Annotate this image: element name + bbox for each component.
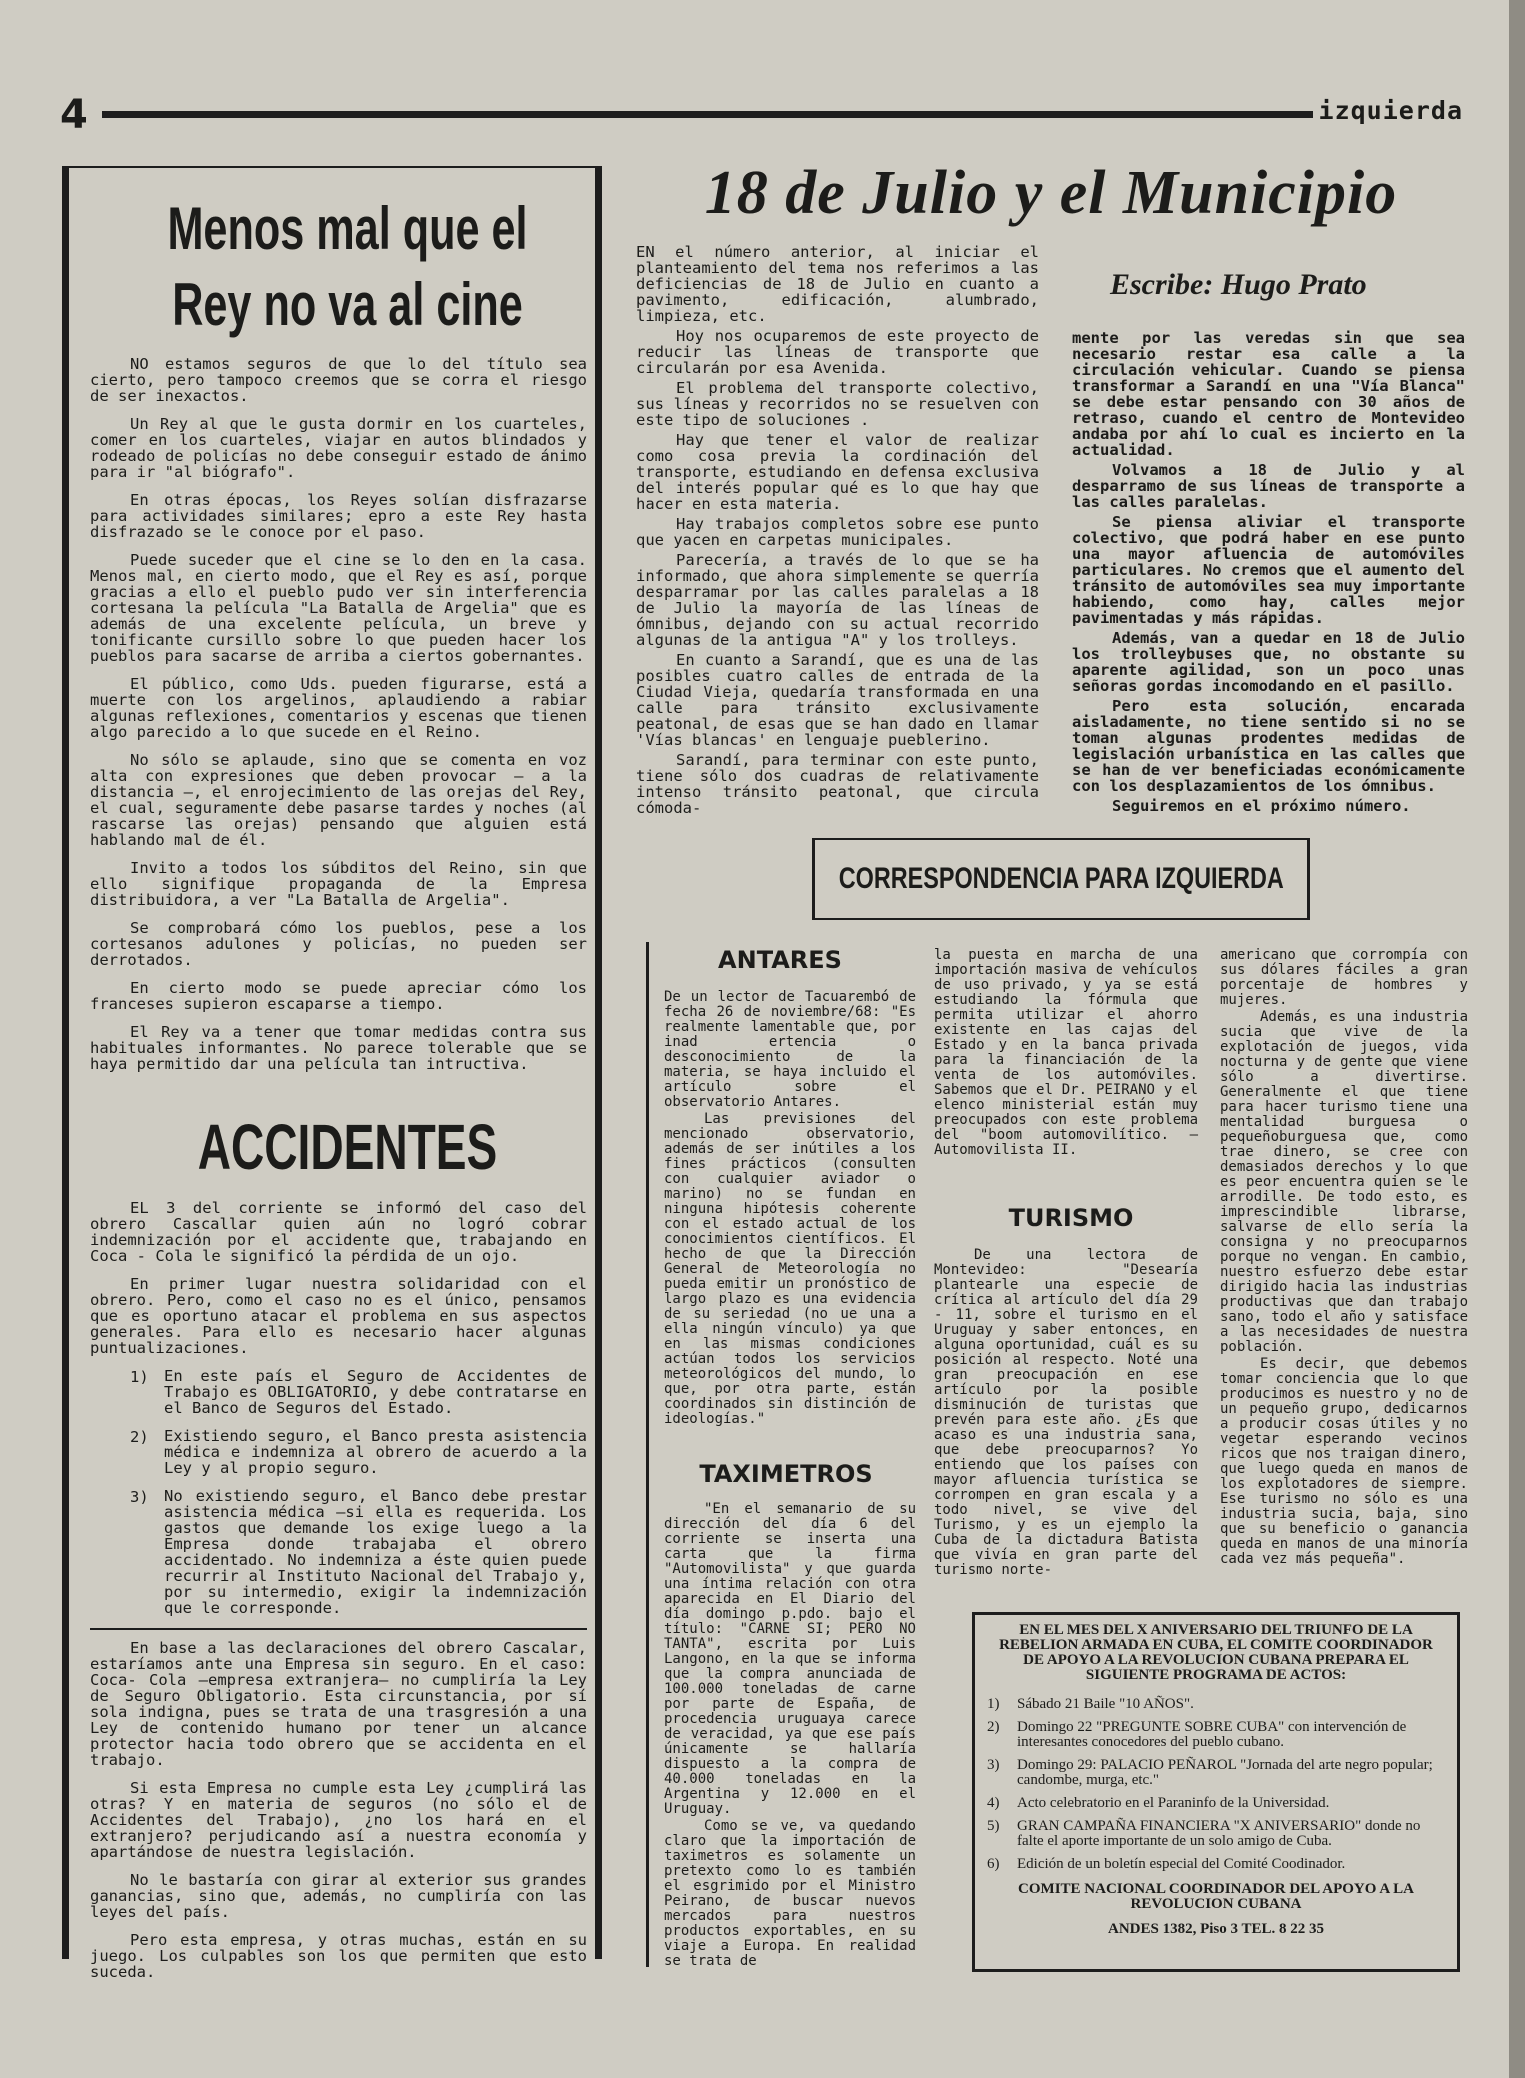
section-title-taximetros: TAXIMETROS (699, 1460, 873, 1488)
taximetros-body (664, 1502, 916, 1969)
cuba-heading: EN EL MES DEL X ANIVERSARIO DEL TRIUNFO DE LA REBELION ARMADA EN CUBA, EL COMITE COORDINADOR DE APOYO A LA REVOLUCION CUBANA PREPARA EL SIGUIENTE PROGRAMA DE ACTOS: (999, 1622, 1433, 1683)
article-title-rey (162, 195, 533, 338)
paragraph: Es decir, que debemos tomar conciencia que lo que producimos es nuestro y no de un pequeño grupo, dedicarnos a producir cosas útiles y no vegetar esperando vecinos ricos que nos traigan dinero, que luego queda en manos de los explotadores de siempre. Ese turismo no sólo es una industria sucia, baja, sino que su beneficio o ganancia queda en manos de una minoría cada vez más pequeña". (1220, 1356, 1468, 1567)
cuba-address: ANDES 1382, Piso 3 TEL. 8 22 35 (1107, 1921, 1324, 1937)
paragraph: En base a las declaraciones del obrero Cascalar, estaríamos ante una Empresa sin seguro. En el caso: Coca- Cola —empresa extranjera— no cumpliría la Ley de Seguro Obligatorio. Esta circunstancia, por sí sola indigna, pues se trata de una trasgresión a una Ley de contenido humano por tener un alcance protector hacia todo obrero que se accidenta en el trabajo. (90, 1639, 587, 1769)
paragraph: El Rey va a tener que tomar medidas contra sus habituales informantes. No parece tolerable que se haya permitido dar una película tan intructiva. (90, 1023, 587, 1073)
main-article-col-2 (1072, 330, 1465, 818)
main-article-col-1 (636, 244, 1039, 820)
antares-body (664, 990, 916, 1439)
paragraph: Como se ve, va quedando claro que la importación de taximetros es solamente un pretexto como lo es también el esgrimido por el Ministro Peirano, de buscar nuevos mercados para nuestros productos exportables, en su viaje a Europa. En realidad se trata de (664, 1818, 916, 1969)
list-item: 5) GRAN CAMPAÑA FINANCIERA "X ANIVERSARIO" donde no falte el aporte importante de un solo amigo de Cuba. (987, 1818, 1421, 1849)
list-item: 1) Sábado 21 Baile "10 AÑOS". (987, 1696, 1194, 1712)
column-rule (646, 942, 649, 1967)
paragraph: Además, van a quedar en 18 de Julio los trolleybuses que, no obstante su aparente agilidad, son un poco unas señoras gordas incomodando en el pasillo. (1072, 629, 1465, 695)
paragraph: En cuanto a Sarandí, que es una de las posibles cuatro calles de entrada de la Ciudad Vieja, quedaría transformada en una calle para tránsito exclusivamente peatonal, de esas que se han dado en llamar 'Vías blancas' en lenguaje pueblerino. (636, 651, 1039, 749)
paragraph: EL 3 del corriente se informó del caso del obrero Cascallar quien aún no logró cobrar indemnización por el accidente que, trabajando en Coca - Cola le significó la pérdida de un ojo. (90, 1199, 587, 1265)
cuba-program-box (972, 1612, 1460, 1972)
list-item: 2) Domingo 22 "PREGUNTE SOBRE CUBA" con intervención de interesantes conocedores del pueblo cubano. (987, 1719, 1407, 1750)
middle-col-body (934, 948, 1198, 1170)
paragraph: americano que corrompía con sus dólares fáciles a gran porcentaje de hombres y mujeres. (1220, 947, 1468, 1008)
correspondence-banner-text: CORRESPONDENCIA PARA IZQUIERDA (838, 862, 1284, 895)
paragraph: Hay trabajos completos sobre ese punto que yacen en carpetas municipales. (636, 515, 1039, 549)
list-item: 6) Edición de un boletín especial del Comité Coodinador. (987, 1856, 1346, 1872)
paragraph: Invito a todos los súbditos del Reino, sin que ello signifique propaganda de la Empresa distribuidora, a ver "La Batalla de Argelia". (90, 859, 587, 909)
title-line-2: Rey no va al cine (172, 271, 523, 338)
paragraph: Un Rey al que le gusta dormir en los cuarteles, comer en los cuarteles, viajar en autos blindados y rodeado de policías no debe conseguir estado de ánimo para ir "al biógrafo". (90, 415, 587, 481)
points-list (90, 1368, 587, 1616)
paragraph: la puesta en marcha de una importación masiva de vehículos de uso privado, y ya se está estudiando la fórmula que permita utilizar el ahorro existente en las cajas del Estado y en la banca privada para la financiación de la venta de los automóviles. Sabemos que el Dr. PEIRANO y el elenco ministerial están muy preocupados con este problema del "boom automovilítico. — Automovilista II. (934, 947, 1198, 1158)
paragraph: Puede suceder que el cine se lo den en la casa. Menos mal, en cierto modo, que el Rey es así, porque gracias a ello el pueblo pudo ver sin interferencia cortesana la película "La Batalla de Argelia" que es además de una excelente película, un breve y tonificante cursillo sobre lo que pueden hacer los pueblos para sacarse de arriba a ciertos gobernantes. (90, 551, 587, 665)
header-rule (102, 111, 1313, 118)
paragraph: Además, es una industria sucia que vive de la explotación de juegos, vida nocturna y de gente que viene sólo a divertirse. Generalmente el que tiene para hacer turismo tiene una mentalidad burguesa o pequeñoburguesa que, como trae dinero, se cree con demasiados derechos y lo que es peor encuentra quien se le arrodille. De todo esto, es imprescindible librarse, salvarse de ello sería la consigna y no preocuparnos porque no vengan. En cambio, nuestro esfuerzo debe estar dirigido hacia las industrias productivas que dan trabajo sano, todo el año y satisface a las necesidades de nuestra población. (1220, 1009, 1468, 1355)
list-item: 4) Acto celebratorio en el Paraninfo de la Universidad. (987, 1795, 1330, 1811)
article-title-accidentes: ACCIDENTES (197, 1111, 498, 1183)
paragraph: En otras épocas, los Reyes solían disfrazarse para actividades similares; epro a este Rey hasta disfrazado se le conoce por el paso. (90, 491, 587, 541)
divider (90, 1628, 587, 1630)
main-article-title: 18 de Julio y el Municipio (704, 159, 1398, 227)
paragraph: Las previsiones del mencionado observatorio, además de ser inútiles a los fines prácticos (consulten con cualquier aviador o marino) no se fundan en ninguna hipótesis coherente con el estado actual de los conocimientos científicos. El hecho de que la Dirección General de Meteorología no pueda emitir un pronóstico de largo plazo es una evidencia de su seriedad (no ue una a ella ningún vínculo) ya que en las mismas condiciones actúan todos los servicios meteorológicos del mundo, lo que, por otra parte, están coordinados sin distinción de ideologías." (664, 1111, 916, 1427)
paragraph: En primer lugar nuestra solidaridad con el obrero. Pero, como el caso no es el único, pensamos que es oportuno atacar el problema en sus aspectos generales. Para ello es necesario hacer algunas puntualizaciones. (90, 1275, 587, 1357)
byline: Escribe: Hugo Prato (1110, 268, 1367, 301)
publication-name: izquierda (1318, 96, 1463, 125)
paragraph: Pero esta empresa, y otras muchas, están en su juego. Los culpables son los que permiten que esto suceda. (90, 1931, 587, 1981)
paragraph: No le bastaría con girar al exterior sus grandes ganancias, sino que, además, no cumpliría con las leyes del país. (90, 1871, 587, 1921)
right-col-body (1220, 948, 1468, 1579)
list-item: 2) Existiendo seguro, el Banco presta asistencia médica e indemniza al obrero de acuerdo a la Ley y al propio seguro. (130, 1427, 587, 1477)
list-item: 3) No existiendo seguro, el Banco debe prestar asistencia médica —si ella es requerida. Los gastos que demande los exige luego a la Empresa donde trabajaba el obrero accidentado. No indemniza a éste quien puede recurrir al Instituto Nacional del Trabajo y, por su intermedio, exigir la indemnización que le corresponde. (130, 1487, 587, 1617)
paragraph: "En el semanario de su dirección del día 6 del corriente se inserta una carta que la firma "Automovilista" y que guarda una íntima relación con otra aparecida en El Diario del día domingo p.pdo. bajo el título: "CARNE SI; PERO NO TANTA", escrita por Luis Langono, en la que se informa que la compra anunciada de 100.000 toneladas de carne por parte de España, de procedencia uruguaya carece de veracidad, ya que ese país únicamente se hallaría dispuesto a la compra de 40.000 toneladas en la Argentina y 12.000 en el Uruguay. (664, 1501, 916, 1817)
page-number: 4 (60, 92, 88, 138)
paragraph: Se comprobará cómo los pueblos, pese a los cortesanos adulones y policías, no pueden ser derrotados. (90, 919, 587, 969)
accidentes-article-body (90, 1200, 587, 1992)
paragraph: Seguiremos en el próximo número. (1112, 797, 1411, 815)
program-list (987, 1697, 1445, 1872)
turismo-body (934, 1248, 1198, 1590)
paragraph: No sólo se aplaude, sino que se comenta en voz alta con expresiones que deben provocar — a la distancia —, el enrojecimiento de las orejas del Rey, el cual, seguramente debe pasarse tardes y noches (al rascarse las orejas) pensando que alguien está hablando mal de él. (90, 751, 587, 849)
paragraph: mente por las veredas sin que sea necesario restar esa calle a la circulación vehicular. Cuando se piensa transformar a Sarandí en una "Vía Blanca" se debe estar pensando con 30 años de retraso, cuando el centro de Montevideo andaba por ahí lo cual es incierto en la actualidad. (1072, 329, 1465, 459)
page-edge (1509, 0, 1525, 2078)
paragraph: EN el número anterior, al iniciar el planteamiento del tema nos referimos a las deficiencias de 18 de Julio en cuanto a pavimento, edificación, alumbrado, limpieza, etc. (636, 243, 1039, 325)
paragraph: Hoy nos ocuparemos de este proyecto de reducir las líneas de transporte que circularán por esa Avenida. (636, 327, 1039, 377)
paragraph: Si esta Empresa no cumple esta Ley ¿cumplirá las otras? Y en materia de seguros (no sólo el de Accidentes del Trabajo), ¿no los hará en el extranjero? perjudicando así a nuestra economía y apartándose de nuestra legislación. (90, 1779, 587, 1861)
paragraph: De una lectora de Montevideo: "Desearía plantearle una especie de crítica al artículo del día 29 - 11, sobre el turismo en el Uruguay y saber entonces, en alguna oportunidad, cuál es su posición al respecto. Noté una gran preocupación en ese artículo por la posible disminución de turistas que prevén para este año. ¿Es que acaso es una industria sana, que debe preocuparnos? Yo entiendo que los países con mayor afluencia turística se corrompen en gran escala y a todo nivel, se vive del Turismo, y es un ejemplo la Cuba de la dictadura Batista que vivía en gran parte del turismo norte- (934, 1247, 1198, 1578)
paragraph: En cierto modo se puede apreciar cómo los franceses supieron escaparse a tiempo. (90, 979, 587, 1013)
paragraph: Pero esta solución, encarada aisladamente, no tiene sentido si no se toman algunas prodentes medidas de legislación urbanística en las calles que se han de ver beneficiadas económicamente con los desplazamientos de los ómnibus. (1072, 697, 1465, 795)
list-item: 3) Domingo 29: PALACIO PEÑAROL "Jornada del arte negro popular; candombe, murga, etc." (987, 1757, 1433, 1788)
paragraph: Volvamos a 18 de Julio y al desparramo de sus líneas de transporte a las calles paralelas. (1072, 461, 1465, 511)
paragraph: El problema del transporte colectivo, sus líneas y recorridos no se resuelven con este tipo de soluciones . (636, 379, 1039, 429)
list-item: 1) En este país el Seguro de Accidentes de Trabajo es OBLIGATORIO, y debe contratarse en el Banco de Seguros del Estado. (130, 1367, 587, 1417)
paragraph: NO estamos seguros de que lo del título sea cierto, pero tampoco creemos que se corra el riesgo de ser inexactos. (90, 355, 587, 405)
paragraph: Se piensa aliviar el transporte colectivo, que podrá haber en ese punto una mayor afluencia de automóviles particulares. No cremos que el aumento del tránsito de automóviles sea muy importante habiendo, como hay, calles mejor pavimentadas y más rápidas. (1072, 513, 1465, 627)
correspondence-banner (812, 838, 1310, 920)
paragraph: El público, como Uds. pueden figurarse, está a muerte con los argelinos, aplaudiendo a rabiar algunas reflexiones, comentarios y escenas que tienen algo parecido a lo que sucede en el Reino. (90, 675, 587, 741)
paragraph: Sarandí, para terminar con este punto, tiene sólo dos cuadras de relativamente intenso tránsito peatonal, que circula cómoda- (636, 751, 1039, 817)
rey-article-body (90, 356, 587, 1084)
section-title-turismo: TURISMO (1008, 1204, 1134, 1232)
section-title-antares: ANTARES (718, 946, 842, 974)
paragraph: Hay que tener el valor de realizar como cosa previa la cordinación del transporte, estudiando en defensa exclusiva del interés popular qué es lo que hay que hacer en esta materia. (636, 431, 1039, 513)
title-line-1: Menos mal que el (167, 195, 528, 262)
paragraph: Parecería, a través de lo que se ha informado, que ahora simplemente se querría desparramar por las calles paralelas a 18 de Julio la mayoría de las líneas de ómnibus, dejando con su actual recorrido algunas de la antigua "A" y los trolleys. (636, 551, 1039, 649)
paragraph: De un lector de Tacuarembó de fecha 26 de noviembre/68: "Es realmente lamentable que, por inad ertencia o desconocimiento de la materia, se haya incluido el artículo sobre el observatorio Antares. (664, 989, 916, 1110)
cuba-signature: COMITE NACIONAL COORDINADOR DEL APOYO A LA REVOLUCION CUBANA (1018, 1881, 1414, 1912)
